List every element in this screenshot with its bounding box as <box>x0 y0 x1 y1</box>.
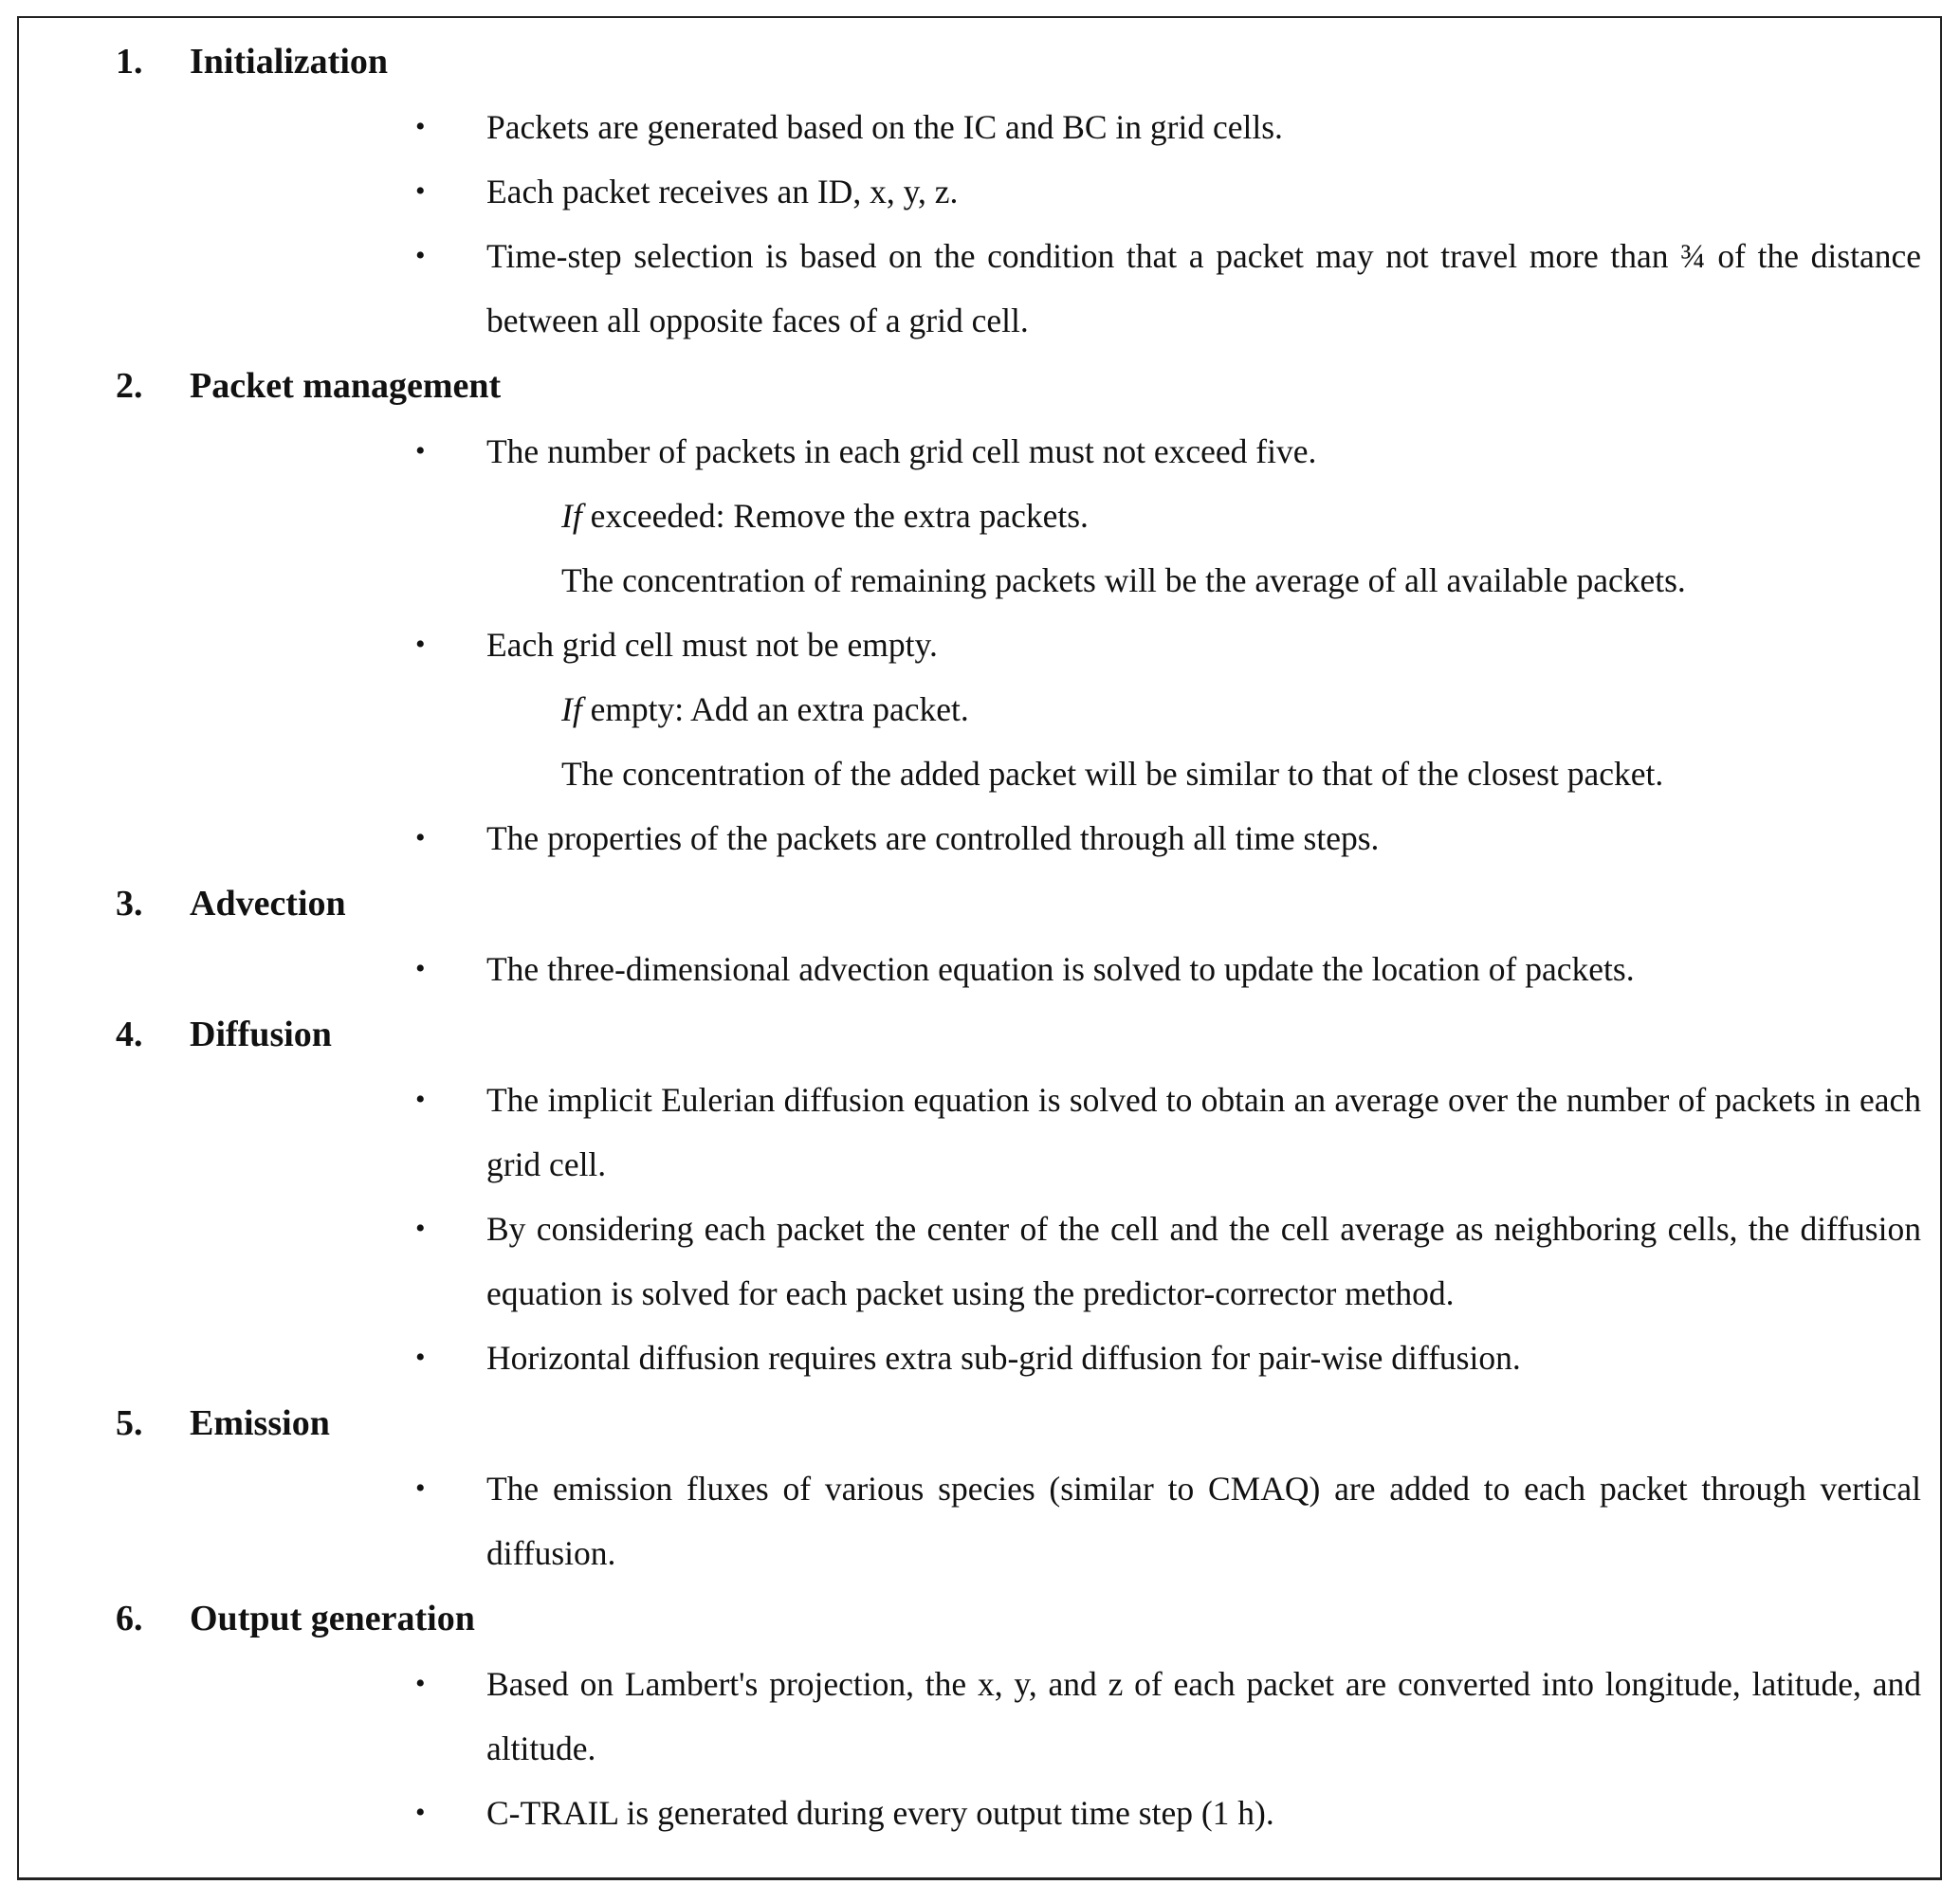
algorithm-steps <box>19 18 1940 1845</box>
list-item-text: Each packet receives an ID, x, y, z. <box>486 173 959 210</box>
bullet-list <box>19 95 1940 353</box>
section-number: 6. <box>116 1599 143 1638</box>
bullet-list <box>19 1068 1940 1390</box>
sub-item-condition: If <box>561 497 582 535</box>
list-item-text: Packets are generated based on the IC and BC in grid cells. <box>486 108 1283 146</box>
sub-item-text: empty: Add an extra packet. <box>581 690 969 728</box>
sub-item-condition: If <box>561 690 582 728</box>
bullet-icon: • <box>415 240 426 271</box>
list-item <box>19 1197 1940 1326</box>
list-item-text: Based on Lambert's projection, the x, y, and z of each packet are converted into longitude, latitude, and altitude. <box>486 1665 1921 1767</box>
bullet-icon: • <box>415 1213 426 1244</box>
bullet-icon: • <box>415 1668 426 1699</box>
section-heading <box>19 1390 1940 1456</box>
section-title: Output generation <box>190 1599 475 1638</box>
bullet-icon: • <box>415 822 426 853</box>
list-item <box>19 1326 1940 1390</box>
bullet-list <box>19 1456 1940 1585</box>
section-4 <box>19 1001 1940 1390</box>
list-item <box>19 224 1940 353</box>
bullet-icon: • <box>415 953 426 984</box>
bullet-icon: • <box>415 629 426 660</box>
section-6 <box>19 1585 1940 1845</box>
bullet-icon: • <box>415 175 426 207</box>
list-item <box>19 95 1940 159</box>
section-title: Emission <box>190 1403 330 1443</box>
section-heading <box>19 870 1940 937</box>
section-title: Advection <box>190 884 346 924</box>
list-item-text: Horizontal diffusion requires extra sub-grid diffusion for pair-wise diffusion. <box>486 1339 1521 1377</box>
bullet-icon: • <box>415 1797 426 1828</box>
sub-item-text: The concentration of the added packet will be similar to that of the closest packet. <box>561 755 1664 793</box>
list-item <box>19 159 1940 224</box>
list-item <box>19 1068 1940 1197</box>
list-item-text: The three-dimensional advection equation is solved to update the location of packets. <box>486 950 1635 988</box>
list-item-text: The implicit Eulerian diffusion equation is solved to obtain an average over the number of packets in each grid cell. <box>486 1081 1921 1183</box>
list-item-text: C-TRAIL is generated during every output time step (1 h). <box>486 1794 1274 1832</box>
section-number: 4. <box>116 1015 143 1054</box>
list-item <box>19 613 1940 677</box>
bullet-icon: • <box>415 435 426 467</box>
sub-item <box>19 548 1940 613</box>
list-item <box>19 937 1940 1001</box>
section-number: 2. <box>116 366 143 406</box>
bullet-icon: • <box>415 1084 426 1115</box>
list-item <box>19 806 1940 870</box>
list-item-text: The emission fluxes of various species (similar to CMAQ) are added to each packet through vertical diffusion. <box>486 1470 1921 1572</box>
bullet-icon: • <box>415 111 426 142</box>
section-number: 1. <box>116 42 143 82</box>
algorithm-box <box>17 16 1942 1880</box>
sub-item <box>19 741 1940 806</box>
sub-item <box>19 677 1940 741</box>
section-heading <box>19 1585 1940 1652</box>
bullet-list <box>19 937 1940 1001</box>
bullet-icon: • <box>415 1473 426 1504</box>
list-item-text: Each grid cell must not be empty. <box>486 626 938 664</box>
bullet-list <box>19 1652 1940 1845</box>
section-number: 5. <box>116 1403 143 1443</box>
list-item <box>19 1652 1940 1781</box>
sub-item-text: The concentration of remaining packets will be the average of all available packets. <box>561 561 1686 599</box>
section-1 <box>19 28 1940 353</box>
section-heading <box>19 28 1940 95</box>
section-title: Initialization <box>190 42 389 82</box>
list-item-text: The number of packets in each grid cell must not exceed five. <box>486 432 1317 470</box>
section-number: 3. <box>116 884 143 924</box>
section-5 <box>19 1390 1940 1585</box>
section-title: Diffusion <box>190 1015 332 1054</box>
list-item-text: By considering each packet the center of the cell and the cell average as neighboring cells, the diffusion equation is solved for each packet using the predictor-corrector method. <box>486 1210 1921 1312</box>
section-heading <box>19 1001 1940 1068</box>
list-item-text: Time-step selection is based on the condition that a packet may not travel more than ¾ of the distance between all opposite faces of a grid cell. <box>486 237 1921 339</box>
bullet-list <box>19 419 1940 870</box>
section-2 <box>19 353 1940 870</box>
list-item <box>19 1456 1940 1585</box>
list-item <box>19 1781 1940 1845</box>
sub-item <box>19 484 1940 548</box>
sub-item-text: exceeded: Remove the extra packets. <box>581 497 1089 535</box>
list-item-text: The properties of the packets are controlled through all time steps. <box>486 819 1380 857</box>
section-3 <box>19 870 1940 1001</box>
section-title: Packet management <box>190 366 502 406</box>
bullet-icon: • <box>415 1342 426 1373</box>
list-item <box>19 419 1940 484</box>
section-heading <box>19 353 1940 419</box>
